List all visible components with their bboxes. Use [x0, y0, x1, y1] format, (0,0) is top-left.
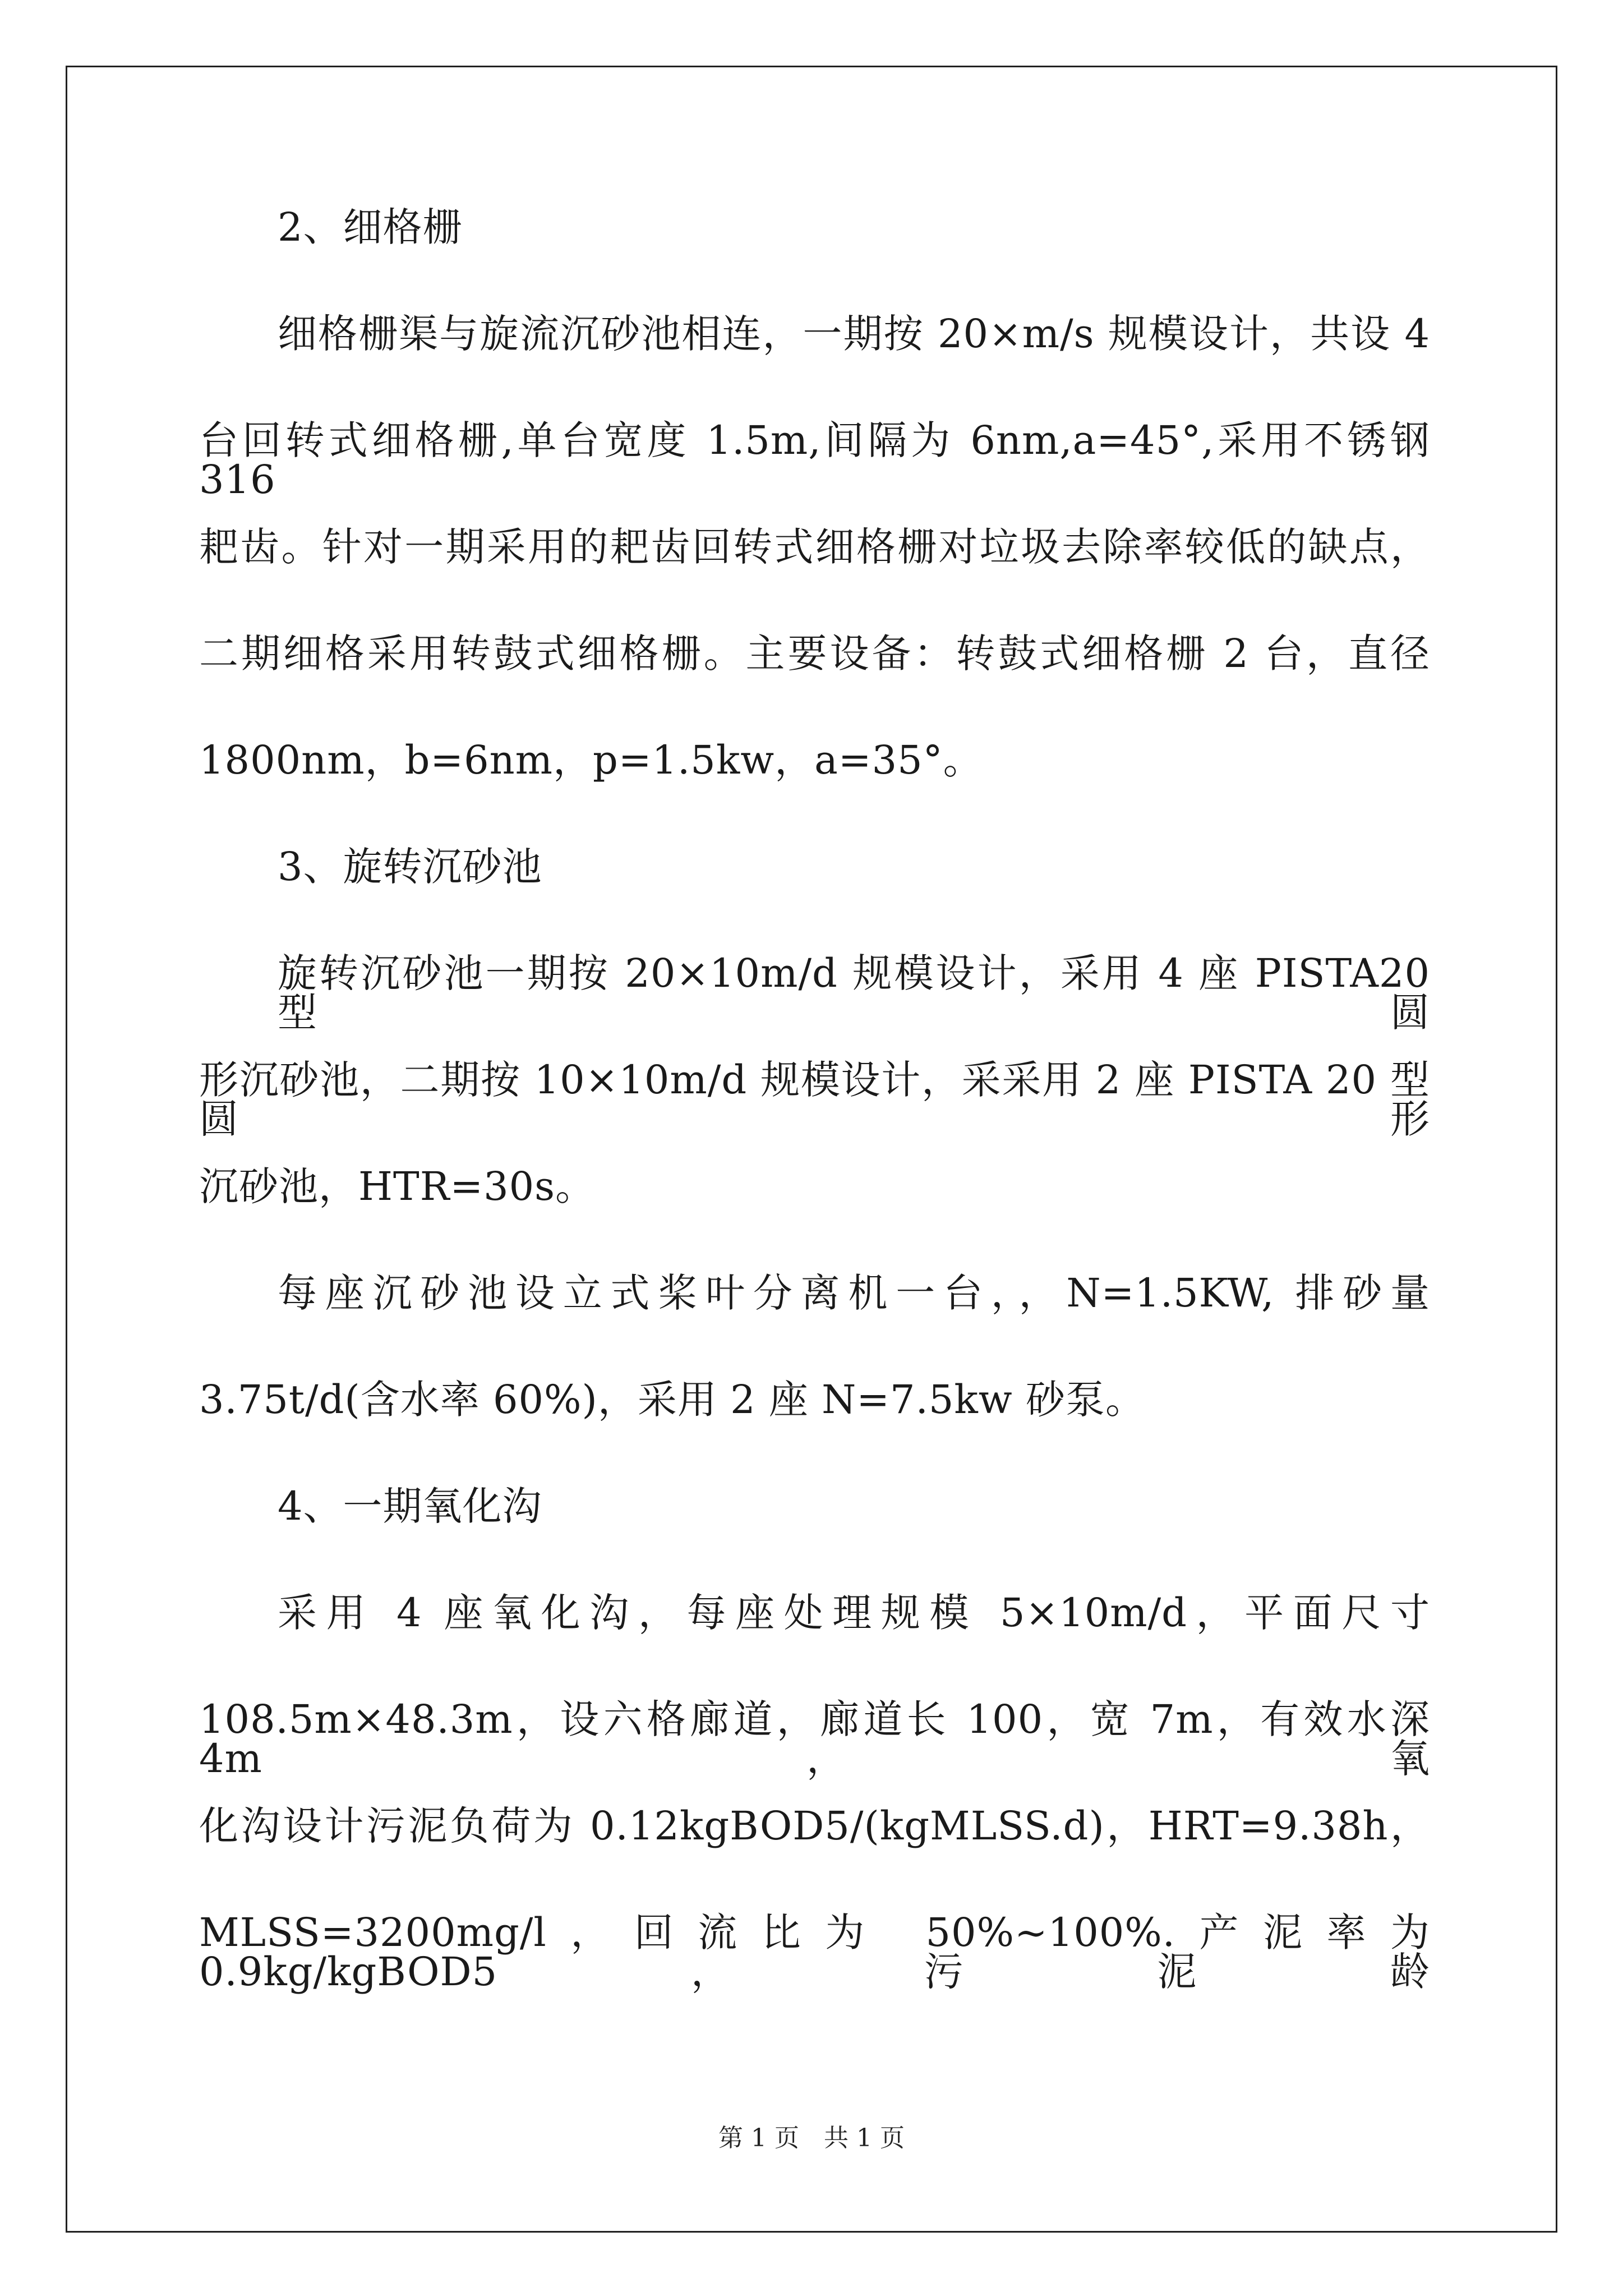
paragraph-line: 108.5m×48.3m，设六格廊道，廊道长 100，宽 7m，有效水深 4m，氧: [199, 1696, 1430, 1782]
paragraph-line: 采用 4 座氧化沟，每座处理规模 5×10m/d，平面尺寸: [278, 1590, 1430, 1636]
page-number-footer: 第 1 页 共 1 页: [718, 2124, 905, 2152]
document-body: [199, 204, 1430, 2019]
paragraph-line: 化沟设计污泥负荷为 0.12kgBOD5/(kgMLSS.d)，HRT=9.38h，: [199, 1803, 1430, 1849]
paragraph-line: 耙齿。针对一期采用的耙齿回转式细格栅对垃圾去除率较低的缺点，: [199, 524, 1430, 570]
paragraph-line: 3.75t/d(含水率 60%)，采用 2 座 N=7.5kw 砂泵。: [199, 1377, 1145, 1423]
section-heading-fine-screen: 2、细格栅: [278, 204, 463, 250]
paragraph-line: 沉砂池，HTR=30s。: [199, 1163, 596, 1209]
paragraph-line: 形沉砂池，二期按 10×10m/d 规模设计，采采用 2 座 PISTA 20 型圆形: [199, 1057, 1430, 1142]
paragraph-line: 1800nm，b=6nm，p=1.5kw，a=35°。: [199, 737, 983, 783]
paragraph-line: 二期细格采用转鼓式细格栅。主要设备：转鼓式细格栅 2 台，直径: [199, 631, 1430, 677]
paragraph-line: 旋转沉砂池一期按 20×10m/d 规模设计，采用 4 座 PISTA20 型圆: [278, 950, 1430, 1036]
section-heading-oxidation-ditch: 4、一期氧化沟: [278, 1483, 542, 1529]
paragraph-line: 台回转式细格栅,单台宽度 1.5m,间隔为 6nm,a=45°,采用不锈钢 316: [199, 417, 1430, 503]
section-heading-grit-chamber: 3、旋转沉砂池: [278, 844, 542, 890]
paragraph-line: MLSS=3200mg/l，回流比为 50%~100%.产泥率为 0.9kg/kgBOD5，污泥龄: [199, 1910, 1430, 1995]
paragraph-line: 细格栅渠与旋流沉砂池相连，一期按 20×m/s 规模设计，共设 4: [278, 311, 1430, 357]
paragraph-line: 每座沉砂池设立式桨叶分离机一台，，N=1.5KW, 排砂量: [278, 1270, 1430, 1316]
